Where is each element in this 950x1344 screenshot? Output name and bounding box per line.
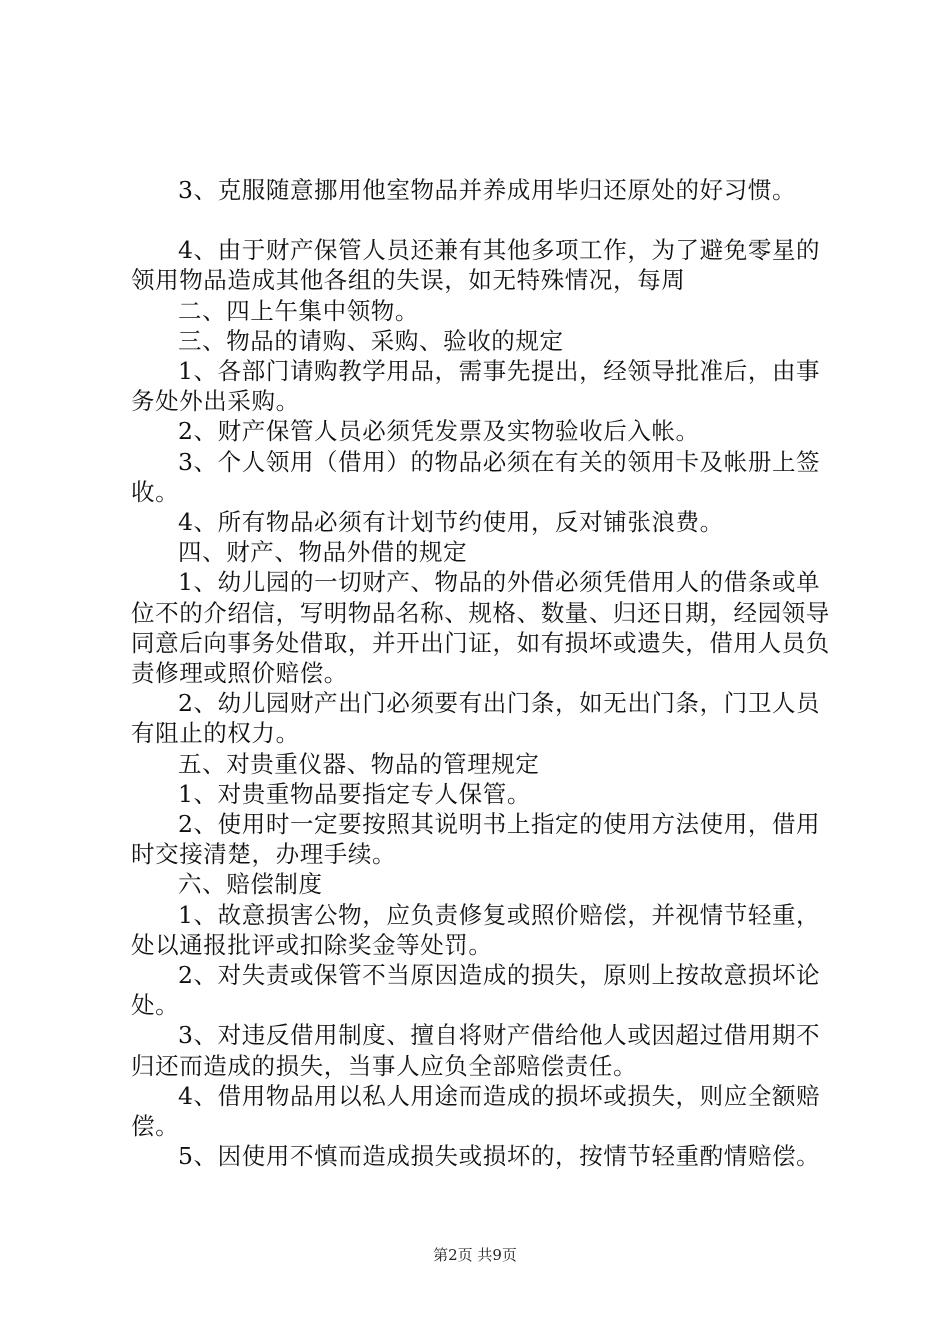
paragraph: 3、克服随意挪用他室物品并养成用毕归还原处的好习惯。 [178,176,797,204]
paragraph: 4、所有物品必须有计划节约使用，反对铺张浪费。 [178,508,724,537]
document-body [131,175,836,1172]
paragraph: 2、财产保管人员必须凭发票及实物验收后入帐。 [178,417,700,446]
page-number-footer: 第2页 共9页 [433,1246,517,1264]
paragraph: 1、幼儿园的一切财产、物品的外借必须凭借用人的借条或单位不的介绍信，写明物品名称、规格、数量、归还日期，经园领导同意后向事务处借取，并开出门证，如有损坏或遗失，借用人员负责修理或照价赔偿。 [131,568,830,688]
paragraph: 2、幼儿园财产出门必须要有出门条，如无出门条，门卫人员有阻止的权力。 [131,689,821,748]
paragraph: 3、个人领用（借用）的物品必须在有关的领用卡及帐册上签收。 [131,447,821,506]
paragraph: 2、使用时一定要按照其说明书上指定的使用方法使用，借用时交接清楚，办理手续。 [131,810,821,869]
paragraph: 1、对贵重物品要指定专人保管。 [178,779,531,808]
paragraph: 2、对失责或保管不当原因造成的损失，原则上按故意损坏论处。 [131,961,821,1020]
section-heading: 六、赔偿制度 [178,870,323,899]
paragraph: 二、四上午集中领物。 [178,296,419,325]
section-heading: 四、财产、物品外借的规定 [178,538,468,567]
section-heading: 三、物品的请购、采购、验收的规定 [178,326,564,355]
paragraph: 5、因使用不慎而造成损失或损坏的，按情节轻重酌情赔偿。 [178,1142,821,1171]
section-heading: 五、对贵重仪器、物品的管理规定 [178,749,540,778]
paragraph: 3、对违反借用制度、擅自将财产借给他人或因超过借用期不归还而造成的损失，当事人应负全部赔偿责任。 [131,1021,821,1080]
paragraph: 4、由于财产保管人员还兼有其他多项工作，为了避免零星的领用物品造成其他各组的失误，如无特殊情况，每周 [131,236,821,295]
paragraph: 4、借用物品用以私人用途而造成的损坏或损失，则应全额赔偿。 [131,1081,821,1141]
paragraph: 1、故意损害公物，应负责修复或照价赔偿，并视情节轻重，处以通报批评或扣除奖金等处罚。 [131,900,821,959]
paragraph: 1、各部门请购教学用品，需事先提出，经领导批准后，由事务处外出采购。 [131,357,821,416]
